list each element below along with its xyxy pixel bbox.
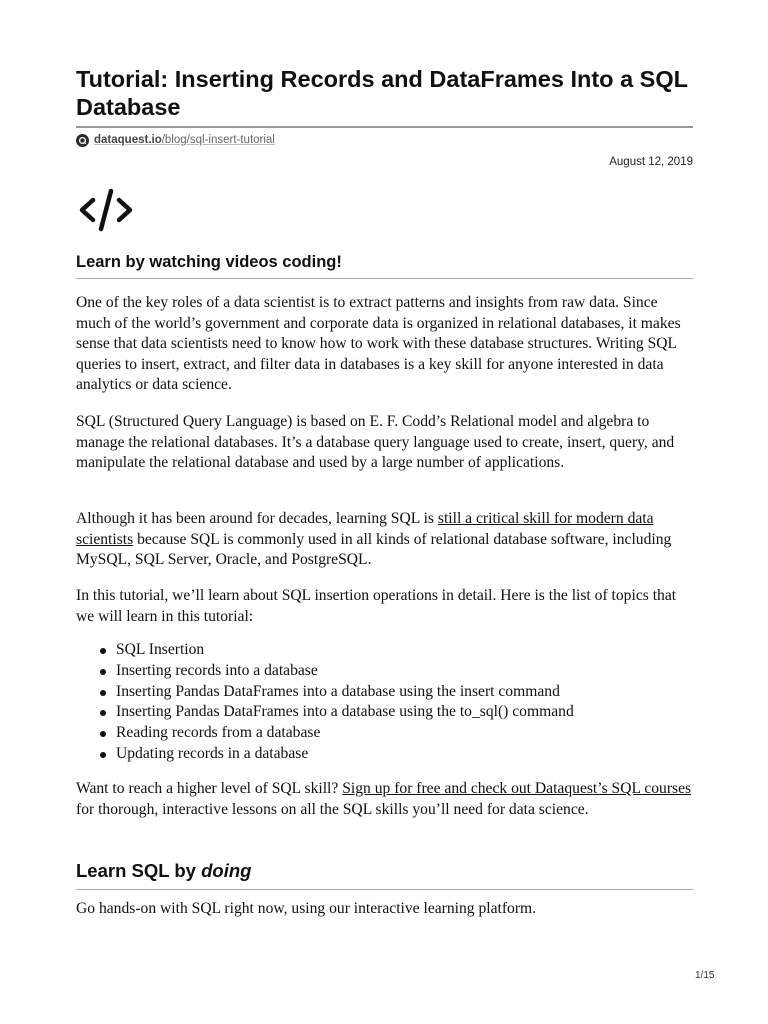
critical-skill-link[interactable]: still a critical skill for modern data scientists bbox=[76, 510, 654, 548]
list-item: Inserting records into a database bbox=[76, 661, 693, 682]
text-span: because SQL is commonly used in all kinds of relational database software, including MySQL, SQL Server, Oracle, and PostgreSQL. bbox=[76, 530, 672, 569]
section-heading-doing bbox=[76, 860, 251, 882]
signup-courses-link[interactable]: Sign up for free and check out Dataquest’s SQL courses bbox=[342, 780, 692, 797]
page-number: 1/15 bbox=[695, 970, 715, 981]
section-heading-watch: Learn by watching videos coding! bbox=[76, 253, 342, 271]
list-item: Inserting Pandas DataFrames into a database using the insert command bbox=[76, 682, 693, 703]
text-span: Although it has been around for decades, learning SQL is bbox=[76, 510, 438, 527]
list-item: SQL Insertion bbox=[76, 640, 693, 661]
source-link[interactable] bbox=[94, 134, 275, 146]
list-item: Reading records from a database bbox=[76, 723, 693, 744]
heading-emphasis: doing bbox=[201, 860, 252, 881]
source-path: /blog/sql-insert-tutorial bbox=[161, 134, 275, 146]
text-span: for thorough, interactive lessons on all the SQL skills you’ll need for data science. bbox=[76, 800, 589, 818]
dataquest-logo-icon bbox=[76, 134, 89, 147]
paragraph-signup bbox=[76, 779, 693, 820]
paragraph-intro: One of the key roles of a data scientist is to extract patterns and insights from raw data. Since much of the world’s government and corporate data is organized in relational databases, it makes sense that data scientists need to know how to work with these database structures. Writing SQL queries to insert, extract, and filter data in databases is a key skill for anyone interested in data analytics or data science. bbox=[76, 294, 681, 394]
paragraph-sql-importance bbox=[76, 509, 693, 571]
source-line bbox=[76, 132, 275, 148]
list-item: Inserting Pandas DataFrames into a database using the to_sql() command bbox=[76, 702, 693, 723]
paragraph-topics-intro: In this tutorial, we’ll learn about SQL insertion operations in detail. Here is the list of topics that we will learn in this tutorial: bbox=[76, 587, 677, 625]
publish-date: August 12, 2019 bbox=[609, 156, 693, 168]
page-title: Tutorial: Inserting Records and DataFrames Into a SQL Database bbox=[76, 66, 688, 120]
heading-prefix: Learn SQL by bbox=[76, 860, 202, 881]
topics-list bbox=[76, 640, 693, 765]
paragraph-hands-on: Go hands-on with SQL right now, using our interactive learning platform. bbox=[76, 900, 537, 917]
list-item: Updating records in a database bbox=[76, 744, 693, 765]
code-brackets-icon bbox=[78, 188, 134, 232]
title-divider bbox=[76, 126, 693, 128]
paragraph-sql-definition: SQL (Structured Query Language) is based on E. F. Codd’s Relational model and algebra to manage the relational databases. It’s a database query language used to create, insert, query, and manipulate the relational database and used by a large number of applications. bbox=[76, 413, 675, 472]
source-domain: dataquest.io bbox=[94, 134, 162, 146]
section-divider bbox=[76, 278, 693, 279]
section-divider bbox=[76, 889, 693, 890]
text-span: Want to reach a higher level of SQL skill? bbox=[76, 780, 343, 797]
